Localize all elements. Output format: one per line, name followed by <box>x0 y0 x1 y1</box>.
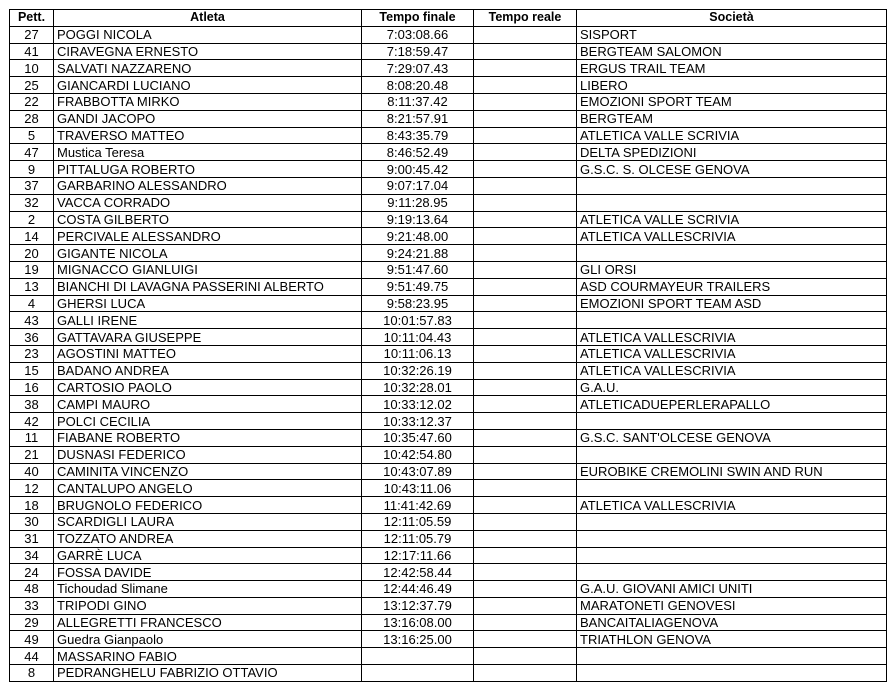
cell-tempo-reale <box>474 530 577 547</box>
cell-atleta: GALLI IRENE <box>54 312 362 329</box>
table-row <box>10 413 887 430</box>
cell-tempo-reale <box>474 295 577 312</box>
table-row <box>10 312 887 329</box>
cell-atleta: Tichoudad Slimane <box>54 581 362 598</box>
cell-tempo-finale: 8:43:35.79 <box>362 127 474 144</box>
cell-tempo-finale: 10:33:12.37 <box>362 413 474 430</box>
header-societa: Società <box>577 10 887 27</box>
table-row <box>10 144 887 161</box>
cell-atleta: BIANCHI DI LAVAGNA PASSERINI ALBERTO <box>54 278 362 295</box>
cell-pett: 28 <box>10 110 54 127</box>
cell-tempo-finale: 9:00:45.42 <box>362 161 474 178</box>
cell-tempo-reale <box>474 312 577 329</box>
table-row <box>10 329 887 346</box>
cell-societa: SISPORT <box>577 26 887 43</box>
cell-tempo-finale: 13:12:37.79 <box>362 597 474 614</box>
cell-pett: 31 <box>10 530 54 547</box>
cell-pett: 34 <box>10 547 54 564</box>
cell-societa <box>577 245 887 262</box>
cell-tempo-reale <box>474 665 577 682</box>
table-row <box>10 93 887 110</box>
cell-societa: EMOZIONI SPORT TEAM <box>577 93 887 110</box>
cell-tempo-reale <box>474 228 577 245</box>
cell-societa <box>577 513 887 530</box>
cell-tempo-reale <box>474 110 577 127</box>
cell-tempo-reale <box>474 261 577 278</box>
cell-tempo-finale: 12:17:11.66 <box>362 547 474 564</box>
cell-atleta: POLCI CECILIA <box>54 413 362 430</box>
cell-tempo-reale <box>474 362 577 379</box>
cell-tempo-reale <box>474 60 577 77</box>
cell-societa <box>577 564 887 581</box>
cell-tempo-reale <box>474 329 577 346</box>
cell-tempo-reale <box>474 463 577 480</box>
cell-tempo-finale: 9:21:48.00 <box>362 228 474 245</box>
header-tempo-finale: Tempo finale <box>362 10 474 27</box>
cell-atleta: GIANCARDI LUCIANO <box>54 77 362 94</box>
table-row <box>10 127 887 144</box>
cell-tempo-finale: 7:03:08.66 <box>362 26 474 43</box>
cell-tempo-finale: 10:42:54.80 <box>362 446 474 463</box>
table-row <box>10 295 887 312</box>
cell-pett: 36 <box>10 329 54 346</box>
table-row <box>10 648 887 665</box>
cell-tempo-reale <box>474 93 577 110</box>
cell-tempo-finale: 9:07:17.04 <box>362 177 474 194</box>
cell-societa <box>577 480 887 497</box>
cell-societa: ERGUS TRAIL TEAM <box>577 60 887 77</box>
cell-atleta: VACCA CORRADO <box>54 194 362 211</box>
cell-atleta: PEDRANGHELU FABRIZIO OTTAVIO <box>54 665 362 682</box>
cell-tempo-finale: 9:24:21.88 <box>362 245 474 262</box>
cell-societa <box>577 547 887 564</box>
cell-societa: BERGTEAM SALOMON <box>577 43 887 60</box>
cell-atleta: GARRÈ LUCA <box>54 547 362 564</box>
cell-tempo-finale: 10:32:26.19 <box>362 362 474 379</box>
cell-societa: G.A.U. <box>577 379 887 396</box>
cell-pett: 40 <box>10 463 54 480</box>
cell-atleta: Guedra Gianpaolo <box>54 631 362 648</box>
cell-pett: 16 <box>10 379 54 396</box>
cell-societa: G.S.C. SANT'OLCESE GENOVA <box>577 429 887 446</box>
table-row <box>10 497 887 514</box>
cell-atleta: TRIPODI GINO <box>54 597 362 614</box>
cell-atleta: GHERSI LUCA <box>54 295 362 312</box>
cell-tempo-finale: 7:18:59.47 <box>362 43 474 60</box>
table-row <box>10 547 887 564</box>
table-row <box>10 429 887 446</box>
cell-societa: ATLETICA VALLESCRIVIA <box>577 345 887 362</box>
cell-pett: 47 <box>10 144 54 161</box>
header-pett: Pett. <box>10 10 54 27</box>
cell-societa: EMOZIONI SPORT TEAM ASD <box>577 295 887 312</box>
cell-atleta: FOSSA DAVIDE <box>54 564 362 581</box>
table-row <box>10 480 887 497</box>
cell-pett: 20 <box>10 245 54 262</box>
cell-pett: 27 <box>10 26 54 43</box>
header-atleta: Atleta <box>54 10 362 27</box>
table-row <box>10 665 887 682</box>
cell-pett: 29 <box>10 614 54 631</box>
cell-tempo-reale <box>474 631 577 648</box>
cell-tempo-reale <box>474 211 577 228</box>
table-row <box>10 614 887 631</box>
cell-pett: 5 <box>10 127 54 144</box>
cell-atleta: GANDI JACOPO <box>54 110 362 127</box>
cell-tempo-finale: 8:21:57.91 <box>362 110 474 127</box>
cell-tempo-finale: 9:19:13.64 <box>362 211 474 228</box>
cell-atleta: TOZZATO ANDREA <box>54 530 362 547</box>
cell-tempo-finale: 9:11:28.95 <box>362 194 474 211</box>
cell-societa: EUROBIKE CREMOLINI SWIN AND RUN <box>577 463 887 480</box>
cell-atleta: MASSARINO FABIO <box>54 648 362 665</box>
cell-pett: 25 <box>10 77 54 94</box>
cell-atleta: SCARDIGLI LAURA <box>54 513 362 530</box>
table-row <box>10 194 887 211</box>
cell-tempo-finale: 13:16:08.00 <box>362 614 474 631</box>
cell-tempo-finale <box>362 648 474 665</box>
cell-tempo-reale <box>474 648 577 665</box>
cell-societa: G.S.C. S. OLCESE GENOVA <box>577 161 887 178</box>
cell-atleta: CAMINITA VINCENZO <box>54 463 362 480</box>
cell-pett: 11 <box>10 429 54 446</box>
cell-pett: 42 <box>10 413 54 430</box>
cell-atleta: GATTAVARA GIUSEPPE <box>54 329 362 346</box>
table-row <box>10 345 887 362</box>
cell-tempo-reale <box>474 144 577 161</box>
cell-pett: 30 <box>10 513 54 530</box>
cell-pett: 41 <box>10 43 54 60</box>
cell-atleta: DUSNASI FEDERICO <box>54 446 362 463</box>
table-row <box>10 513 887 530</box>
cell-tempo-reale <box>474 497 577 514</box>
cell-atleta: BRUGNOLO FEDERICO <box>54 497 362 514</box>
table-row <box>10 60 887 77</box>
cell-societa <box>577 648 887 665</box>
cell-tempo-reale <box>474 513 577 530</box>
cell-pett: 12 <box>10 480 54 497</box>
cell-tempo-reale <box>474 77 577 94</box>
cell-pett: 23 <box>10 345 54 362</box>
cell-societa: MARATONETI GENOVESI <box>577 597 887 614</box>
cell-atleta: PERCIVALE ALESSANDRO <box>54 228 362 245</box>
cell-atleta: PITTALUGA ROBERTO <box>54 161 362 178</box>
cell-atleta: Mustica Teresa <box>54 144 362 161</box>
cell-tempo-reale <box>474 345 577 362</box>
cell-societa <box>577 665 887 682</box>
cell-societa: DELTA SPEDIZIONI <box>577 144 887 161</box>
cell-societa: BERGTEAM <box>577 110 887 127</box>
table-row <box>10 530 887 547</box>
cell-pett: 15 <box>10 362 54 379</box>
table-row <box>10 211 887 228</box>
cell-societa <box>577 194 887 211</box>
cell-pett: 24 <box>10 564 54 581</box>
cell-tempo-finale: 12:42:58.44 <box>362 564 474 581</box>
cell-pett: 21 <box>10 446 54 463</box>
cell-pett: 32 <box>10 194 54 211</box>
cell-tempo-finale: 11:41:42.69 <box>362 497 474 514</box>
cell-tempo-finale: 7:29:07.43 <box>362 60 474 77</box>
table-row <box>10 396 887 413</box>
cell-pett: 14 <box>10 228 54 245</box>
cell-tempo-finale: 8:08:20.48 <box>362 77 474 94</box>
cell-pett: 22 <box>10 93 54 110</box>
table-row <box>10 77 887 94</box>
cell-atleta: CARTOSIO PAOLO <box>54 379 362 396</box>
cell-atleta: CAMPI MAURO <box>54 396 362 413</box>
cell-societa: GLI ORSI <box>577 261 887 278</box>
cell-pett: 8 <box>10 665 54 682</box>
cell-tempo-reale <box>474 194 577 211</box>
table-row <box>10 463 887 480</box>
cell-tempo-finale: 10:32:28.01 <box>362 379 474 396</box>
cell-tempo-reale <box>474 245 577 262</box>
header-row <box>10 10 887 27</box>
cell-societa: ATLETICADUEPERLERAPALLO <box>577 396 887 413</box>
cell-societa: ASD COURMAYEUR TRAILERS <box>577 278 887 295</box>
cell-atleta: CIRAVEGNA ERNESTO <box>54 43 362 60</box>
table-body <box>10 26 887 681</box>
cell-tempo-reale <box>474 161 577 178</box>
cell-atleta: ALLEGRETTI FRANCESCO <box>54 614 362 631</box>
cell-tempo-finale: 8:11:37.42 <box>362 93 474 110</box>
cell-tempo-finale: 8:46:52.49 <box>362 144 474 161</box>
cell-tempo-reale <box>474 547 577 564</box>
cell-tempo-finale: 9:58:23.95 <box>362 295 474 312</box>
cell-tempo-finale: 9:51:47.60 <box>362 261 474 278</box>
cell-pett: 13 <box>10 278 54 295</box>
cell-societa: ATLETICA VALLE SCRIVIA <box>577 211 887 228</box>
cell-societa <box>577 413 887 430</box>
table-row <box>10 245 887 262</box>
table-row <box>10 631 887 648</box>
cell-pett: 37 <box>10 177 54 194</box>
cell-atleta: POGGI NICOLA <box>54 26 362 43</box>
cell-tempo-reale <box>474 127 577 144</box>
table-header <box>10 10 887 27</box>
cell-pett: 4 <box>10 295 54 312</box>
table-row <box>10 581 887 598</box>
cell-atleta: BADANO ANDREA <box>54 362 362 379</box>
table-row <box>10 446 887 463</box>
results-table <box>9 9 887 682</box>
cell-atleta: FIABANE ROBERTO <box>54 429 362 446</box>
cell-pett: 44 <box>10 648 54 665</box>
cell-pett: 43 <box>10 312 54 329</box>
cell-pett: 48 <box>10 581 54 598</box>
cell-pett: 33 <box>10 597 54 614</box>
cell-atleta: COSTA GILBERTO <box>54 211 362 228</box>
cell-atleta: AGOSTINI MATTEO <box>54 345 362 362</box>
cell-societa: BANCAITALIAGENOVA <box>577 614 887 631</box>
cell-societa: ATLETICA VALLESCRIVIA <box>577 362 887 379</box>
cell-tempo-finale: 12:44:46.49 <box>362 581 474 598</box>
table-row <box>10 278 887 295</box>
cell-atleta: SALVATI NAZZARENO <box>54 60 362 77</box>
table-row <box>10 43 887 60</box>
cell-tempo-reale <box>474 564 577 581</box>
table-row <box>10 26 887 43</box>
cell-pett: 19 <box>10 261 54 278</box>
cell-tempo-reale <box>474 597 577 614</box>
cell-tempo-reale <box>474 177 577 194</box>
cell-tempo-reale <box>474 43 577 60</box>
cell-tempo-reale <box>474 581 577 598</box>
cell-societa: LIBERO <box>577 77 887 94</box>
table-row <box>10 379 887 396</box>
cell-tempo-finale: 10:33:12.02 <box>362 396 474 413</box>
header-tempo-reale: Tempo reale <box>474 10 577 27</box>
cell-pett: 2 <box>10 211 54 228</box>
cell-tempo-reale <box>474 480 577 497</box>
cell-tempo-reale <box>474 26 577 43</box>
cell-societa <box>577 446 887 463</box>
table-row <box>10 597 887 614</box>
cell-tempo-finale: 10:35:47.60 <box>362 429 474 446</box>
table-row <box>10 177 887 194</box>
cell-tempo-reale <box>474 446 577 463</box>
cell-tempo-finale: 10:11:04.43 <box>362 329 474 346</box>
cell-tempo-reale <box>474 396 577 413</box>
cell-societa: ATLETICA VALLESCRIVIA <box>577 228 887 245</box>
cell-tempo-reale <box>474 429 577 446</box>
cell-atleta: TRAVERSO MATTEO <box>54 127 362 144</box>
cell-tempo-finale: 10:43:11.06 <box>362 480 474 497</box>
cell-pett: 38 <box>10 396 54 413</box>
cell-tempo-finale: 13:16:25.00 <box>362 631 474 648</box>
cell-atleta: GARBARINO ALESSANDRO <box>54 177 362 194</box>
cell-tempo-reale <box>474 379 577 396</box>
table-row <box>10 261 887 278</box>
cell-pett: 9 <box>10 161 54 178</box>
cell-tempo-finale: 10:11:06.13 <box>362 345 474 362</box>
cell-pett: 10 <box>10 60 54 77</box>
cell-atleta: GIGANTE NICOLA <box>54 245 362 262</box>
cell-tempo-finale <box>362 665 474 682</box>
table-row <box>10 110 887 127</box>
cell-tempo-finale: 10:01:57.83 <box>362 312 474 329</box>
cell-societa: ATLETICA VALLESCRIVIA <box>577 497 887 514</box>
cell-tempo-reale <box>474 413 577 430</box>
cell-societa <box>577 177 887 194</box>
cell-societa: TRIATHLON GENOVA <box>577 631 887 648</box>
cell-atleta: MIGNACCO GIANLUIGI <box>54 261 362 278</box>
cell-tempo-finale: 12:11:05.59 <box>362 513 474 530</box>
cell-societa <box>577 530 887 547</box>
cell-societa: ATLETICA VALLESCRIVIA <box>577 329 887 346</box>
cell-tempo-reale <box>474 614 577 631</box>
cell-pett: 49 <box>10 631 54 648</box>
table-row <box>10 564 887 581</box>
cell-societa <box>577 312 887 329</box>
cell-atleta: FRABBOTTA MIRKO <box>54 93 362 110</box>
cell-tempo-finale: 9:51:49.75 <box>362 278 474 295</box>
cell-pett: 18 <box>10 497 54 514</box>
cell-atleta: CANTALUPO ANGELO <box>54 480 362 497</box>
cell-tempo-finale: 10:43:07.89 <box>362 463 474 480</box>
table-row <box>10 362 887 379</box>
cell-societa: G.A.U. GIOVANI AMICI UNITI <box>577 581 887 598</box>
table-row <box>10 228 887 245</box>
cell-tempo-finale: 12:11:05.79 <box>362 530 474 547</box>
table-row <box>10 161 887 178</box>
cell-societa: ATLETICA VALLE SCRIVIA <box>577 127 887 144</box>
cell-tempo-reale <box>474 278 577 295</box>
